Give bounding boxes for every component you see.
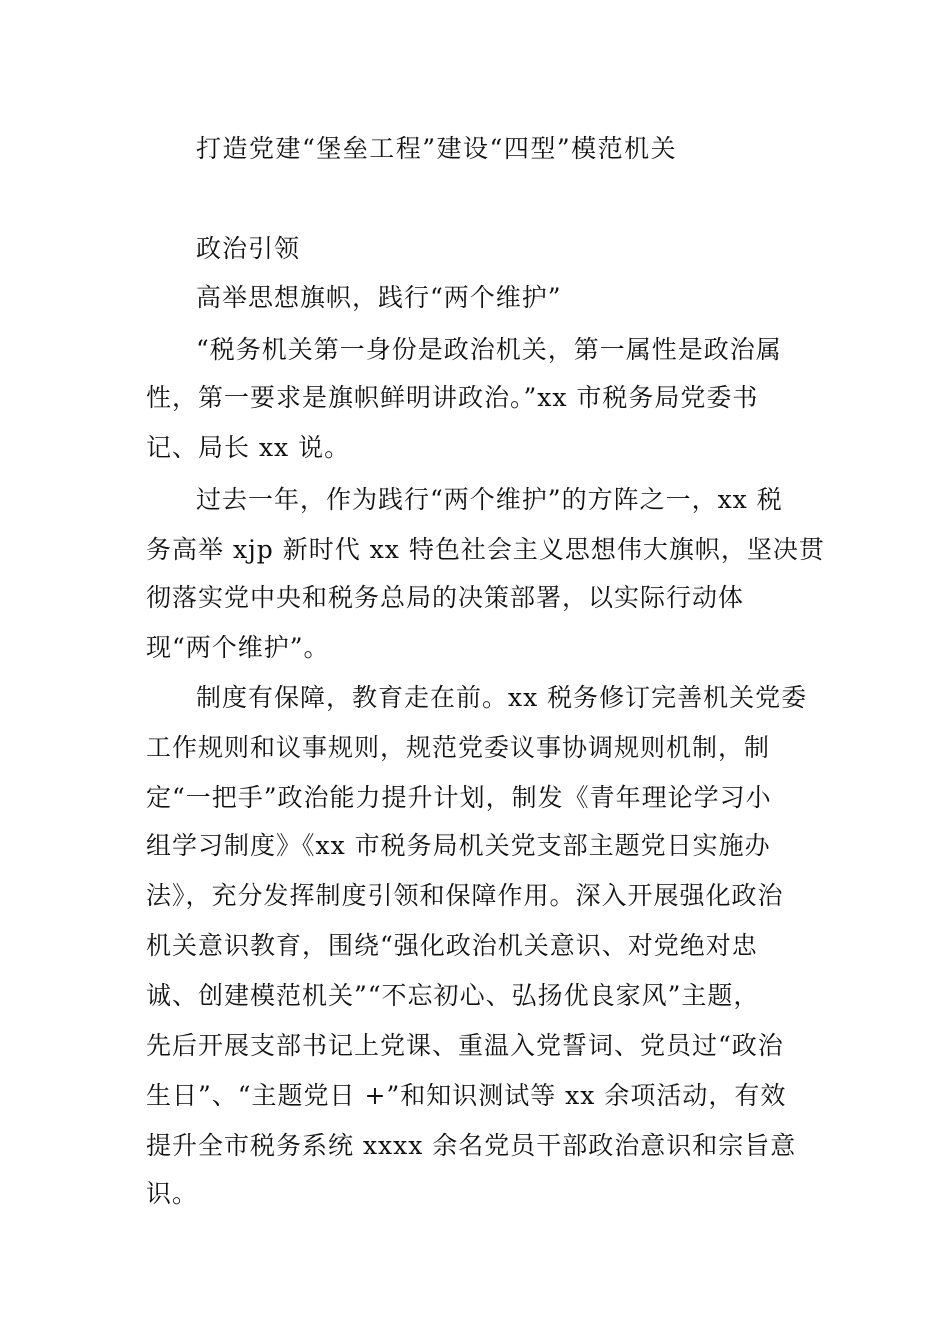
paragraph-3-line-2: 工作规则和议事规则，规范党委议事协调规则机制，制: [146, 733, 771, 762]
paragraph-3-line-5: 法》，充分发挥制度引领和保障作用。深入开展强化政治: [146, 881, 784, 910]
paragraph-3-line-6: 机关意识教育，围绕“强化政治机关意识、对党绝对忠: [146, 931, 758, 960]
paragraph-2-line-4: 现“两个维护”。: [146, 633, 330, 662]
section-heading: 政治引领: [196, 234, 301, 263]
paragraph-2-line-3: 彻落实党中央和税务总局的决策部署，以实际行动体: [146, 583, 745, 612]
paragraph-1-line-1: “税务机关第一身份是政治机关，第一属性是政治属: [196, 335, 782, 364]
paragraph-1-line-3: 记、局长 xx 说。: [146, 433, 351, 462]
paragraph-2-line-2: 务高举 xjp 新时代 xx 特色社会主义思想伟大旗帜，坚决贯: [146, 535, 825, 564]
paragraph-3-line-8: 先后开展支部书记上党课、重温入党誓词、党员过“政治: [146, 1031, 784, 1060]
paragraph-1-line-2: 性，第一要求是旗帜鲜明讲政治。”xx 市税务局党委书: [146, 383, 759, 412]
paragraph-3-line-11: 识。: [146, 1179, 199, 1208]
paragraph-3-line-1: 制度有保障，教育走在前。xx 税务修订完善机关党委: [196, 683, 808, 712]
paragraph-3-line-4: 组学习制度》《xx 市税务局机关党支部主题党日实施办: [146, 831, 771, 860]
paragraph-3-line-10: 提升全市税务系统 xxxx 余名党员干部政治意识和宗旨意: [146, 1131, 797, 1160]
paragraph-2-line-1: 过去一年，作为践行“两个维护”的方阵之一，xx 税: [196, 485, 783, 514]
subheading: 高举思想旗帜，践行“两个维护”: [196, 283, 562, 312]
paragraph-3-line-3: 定“一把手”政治能力提升计划，制发《青年理论学习小: [146, 783, 772, 812]
paragraph-3-line-7: 诚、创建模范机关”“不忘初心、弘扬优良家风”主题，: [146, 981, 760, 1010]
paragraph-3-line-9: 生日”、“主题党日 +”和知识测试等 xx 余项活动，有效: [146, 1081, 787, 1110]
document-title: 打造党建“堡垒工程”建设“四型”模范机关: [196, 134, 678, 163]
